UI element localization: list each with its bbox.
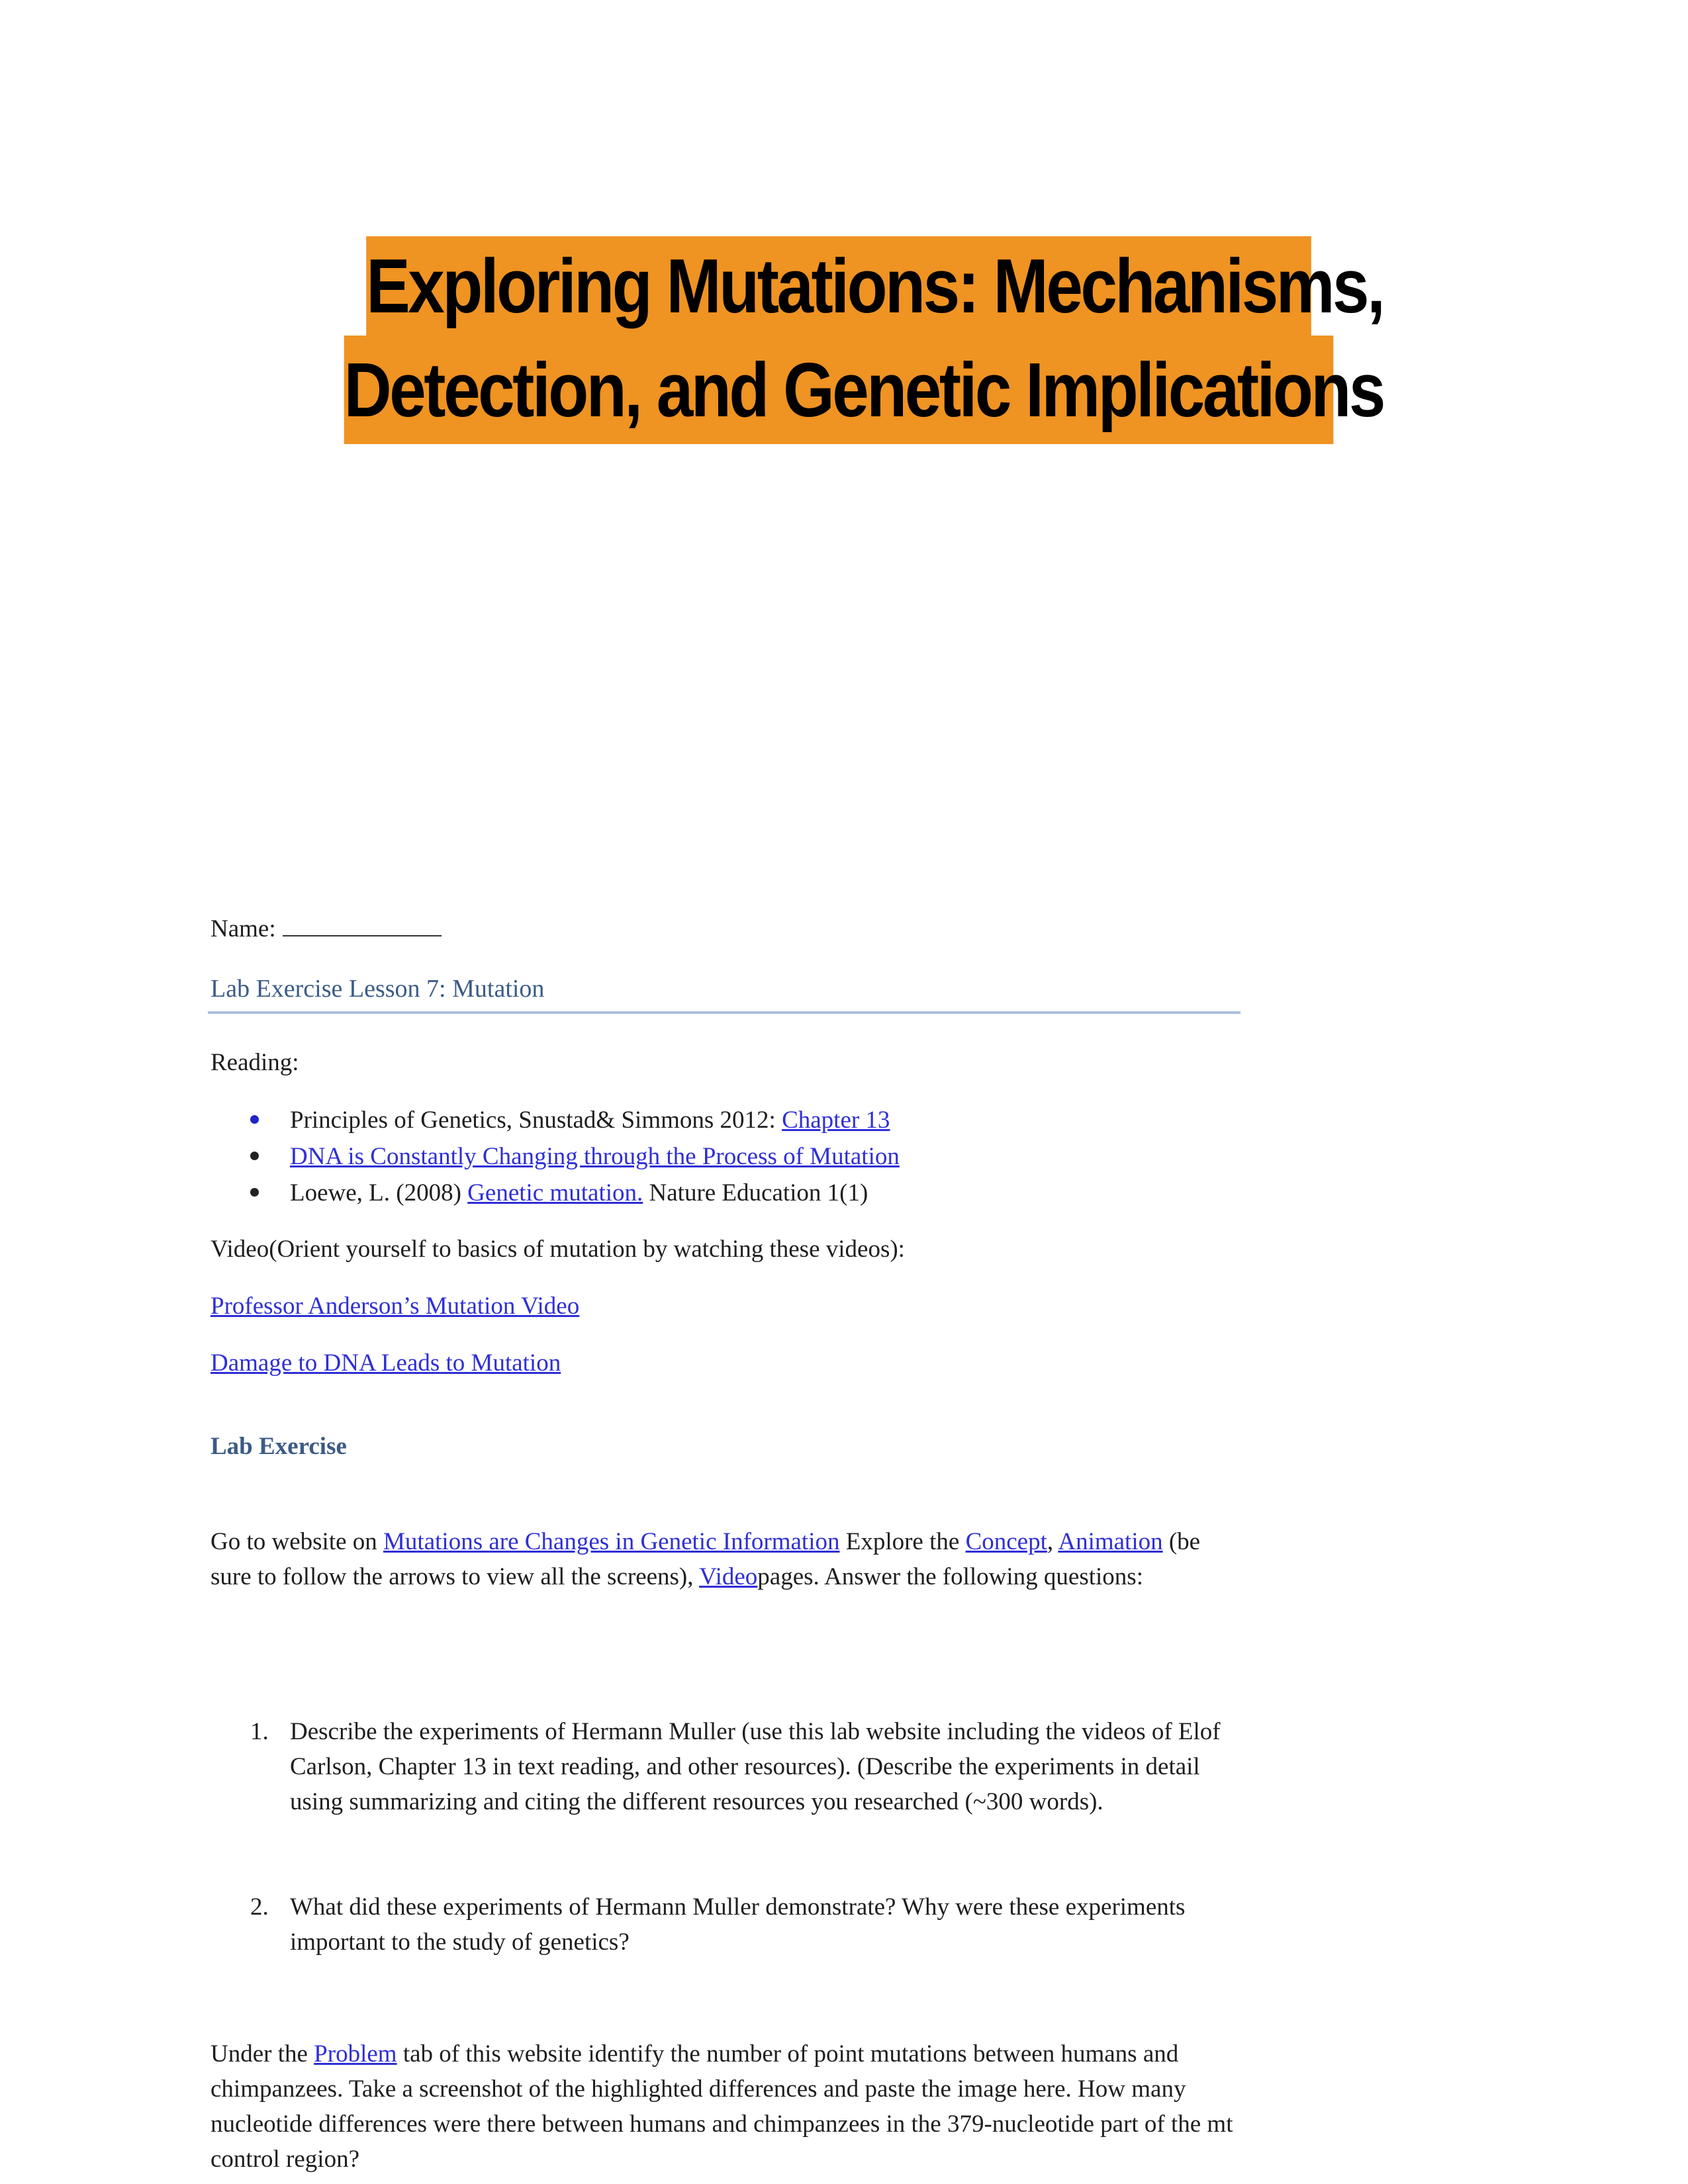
concept-link[interactable]: Concept	[965, 1528, 1047, 1555]
bullet-icon	[250, 1152, 259, 1160]
video-page-link[interactable]: Video	[699, 1563, 758, 1590]
bullet-icon	[250, 1115, 259, 1124]
dna-damage-video-link[interactable]: Damage to DNA Leads to Mutation	[211, 1349, 561, 1377]
question-text: Describe the experiments of Hermann Muller (use this lab website including the videos of Elof Carlson, Chapter 13 in text reading, and other resources). (Describe the experiments in detail using summarizing and citing the different resources you researched (~300 words).	[290, 1718, 1221, 1815]
anderson-video-link[interactable]: Professor Anderson’s Mutation Video	[211, 1293, 580, 1320]
name-field	[211, 912, 442, 946]
question-number: 2.	[250, 1893, 269, 1921]
question-2	[250, 1889, 1250, 1960]
question-number: 1.	[250, 1718, 269, 1745]
reading-list	[250, 1102, 900, 1211]
chapter-13-link[interactable]: Chapter 13	[782, 1107, 890, 1134]
reading-label: Reading:	[211, 1049, 299, 1076]
cover-title-line-2: Detection, and Genetic Implications	[344, 336, 1334, 444]
lab-exercise-heading: Lab Exercise	[211, 1433, 347, 1460]
animation-link[interactable]: Animation	[1058, 1528, 1163, 1555]
question-item	[250, 1889, 1250, 1960]
reading-item	[250, 1102, 900, 1138]
reading-text: Nature Education 1(1)	[643, 1179, 868, 1206]
lesson-title: Lab Exercise Lesson 7: Mutation	[211, 975, 545, 1003]
reading-item	[250, 1138, 900, 1175]
reading-item	[250, 1175, 900, 1211]
instructions-paragraph: Go to website on Mutations are Changes in Genetic Information Explore the Concept, Animation (be sure to follow the arrows to view all the screens), Videopages. Answer the following questions:	[211, 1528, 1201, 1590]
reading-text: Principles of Genetics, Snustad& Simmons 2012:	[290, 1107, 782, 1134]
question-item	[250, 1714, 1250, 1819]
cover-title-line-1: Exploring Mutations: Mechanisms,	[366, 236, 1311, 336]
mutations-website-link[interactable]: Mutations are Changes in Genetic Information	[383, 1528, 840, 1555]
question-1	[250, 1714, 1250, 1819]
video-label: Video(Orient yourself to basics of mutation by watching these videos):	[211, 1236, 905, 1263]
dna-mutation-link[interactable]: DNA is Constantly Changing through the Process of Mutation	[290, 1143, 900, 1170]
name-blank[interactable]	[283, 915, 442, 936]
problem-tab-link[interactable]: Problem	[314, 2040, 397, 2068]
bullet-icon	[250, 1188, 259, 1197]
question-text: What did these experiments of Hermann Muller demonstrate? Why were these experiments important to the study of genetics?	[290, 1893, 1186, 1956]
problem-paragraph: Under the Problem tab of this website identify the number of point mutations between humans and chimpanzees. Take a screenshot of the highlighted differences and paste the image here. How many nucleotide differences were there between humans and chimpanzees in the 379-nucleotide part of the mt control region?	[211, 2040, 1233, 2173]
name-label: Name:	[211, 915, 276, 942]
reading-text: Loewe, L. (2008)	[290, 1179, 468, 1206]
genetic-mutation-link[interactable]: Genetic mutation.	[467, 1179, 643, 1206]
title-divider	[208, 1011, 1241, 1014]
